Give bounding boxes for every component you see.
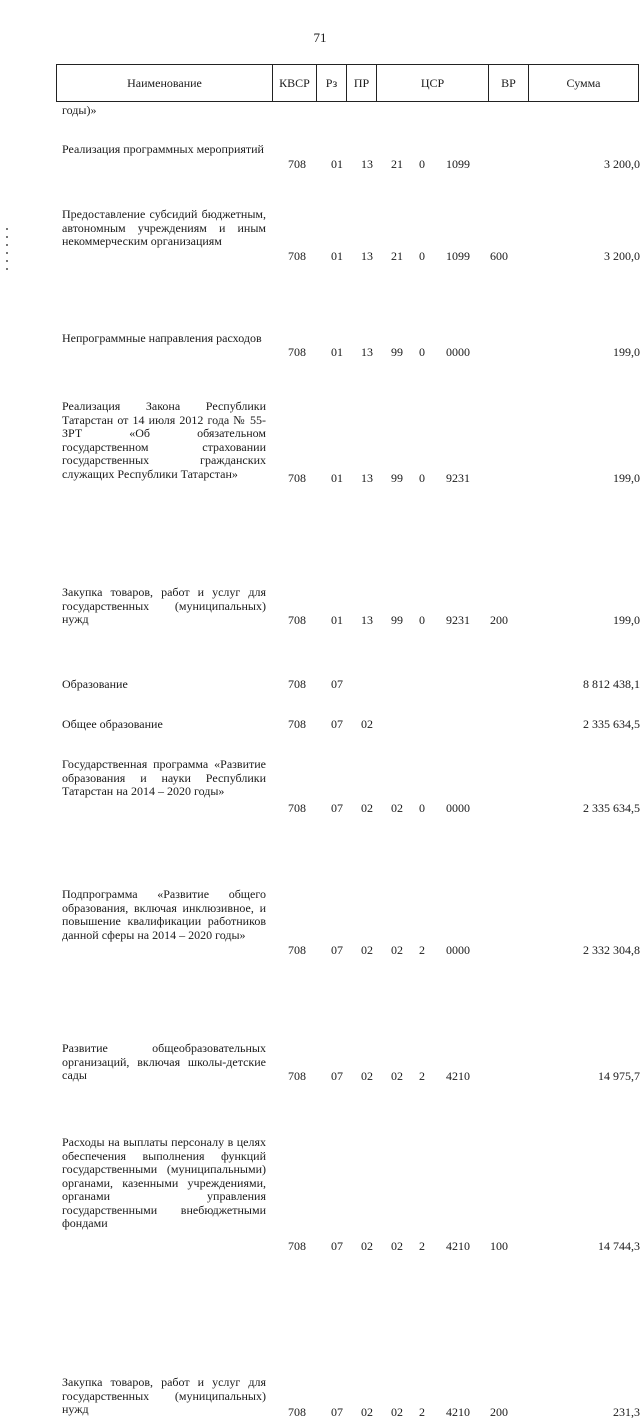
row-sum: 199,0: [613, 471, 640, 485]
row-sum: 3 200,0: [604, 157, 640, 171]
row-csr-direction: 4210: [446, 1405, 470, 1419]
header-rz: Рз: [317, 65, 347, 102]
row-csr-program: 99: [391, 345, 403, 359]
row-name: Реализация программных мероприятий: [62, 142, 264, 156]
row-rz: 01: [331, 345, 343, 359]
row-rz: 07: [331, 677, 343, 691]
row-name: Реализация Закона Республики Татарстан от 14 июля 2012 года № 55-ЗРТ «Об обязательном государственном страховании государственных гражданских служащих Республики Татарстан»: [62, 399, 266, 481]
table-body: [0, 102, 640, 1419]
table-row: [0, 1040, 640, 1086]
row-csr-program: 21: [391, 157, 403, 171]
row-rz: 01: [331, 249, 343, 263]
row-pr: 02: [361, 801, 373, 815]
row-name: Непрограммные направления расходов: [62, 331, 262, 345]
row-csr-direction: 9231: [446, 471, 470, 485]
row-rz: 07: [331, 943, 343, 957]
row-csr-subprogram: 0: [419, 801, 425, 815]
row-sum: 8 812 438,1: [583, 677, 640, 691]
row-kvsr: 708: [288, 677, 306, 691]
header-kvsr: КВСР: [273, 65, 317, 102]
row-rz: 01: [331, 471, 343, 485]
row-csr-direction: 9231: [446, 613, 470, 627]
row-name: Подпрограмма «Развитие общего образования, включая инклюзивное, и повышение квалификации работников данной сферы на 2014 – 2020 годы»: [62, 887, 266, 942]
row-sum: 2 335 634,5: [583, 717, 640, 731]
table-row: [0, 398, 640, 488]
row-kvsr: 708: [288, 613, 306, 627]
row-csr-subprogram: 0: [419, 471, 425, 485]
row-csr-program: 99: [391, 471, 403, 485]
row-name: Расходы на выплаты персоналу в целях обеспечения выполнения функций государственными (муниципальными) органами, казенными учреждениями, органами управления государственными внебюджетными фондами: [62, 1135, 266, 1230]
row-name: Государственная программа «Развитие образования и науки Республики Татарстан на 2014 – 2020 годы»: [62, 757, 266, 798]
table-row: [0, 718, 640, 736]
row-name: Закупка товаров, работ и услуг для государственных (муниципальных) нужд: [62, 1375, 266, 1416]
row-name: Образование: [62, 677, 128, 691]
row-csr-subprogram: 2: [419, 1405, 425, 1419]
row-csr-subprogram: 0: [419, 249, 425, 263]
row-rz: 07: [331, 717, 343, 731]
row-sum: 2 335 634,5: [583, 801, 640, 815]
row-pr: 13: [361, 471, 373, 485]
row-vr: 600: [490, 249, 508, 263]
row-csr-direction: 0000: [446, 345, 470, 359]
row-vr: 200: [490, 613, 508, 627]
row-pr: 13: [361, 613, 373, 627]
table-row: [0, 1376, 640, 1422]
row-rz: 07: [331, 1069, 343, 1083]
row-sum: 199,0: [613, 613, 640, 627]
row-rz: 01: [331, 613, 343, 627]
row-kvsr: 708: [288, 157, 306, 171]
row-vr: 100: [490, 1239, 508, 1253]
row-pr: 02: [361, 1239, 373, 1253]
row-csr-subprogram: 2: [419, 943, 425, 957]
row-kvsr: 708: [288, 717, 306, 731]
table-row: [0, 142, 640, 172]
row-name: Общее образование: [62, 717, 163, 731]
row-kvsr: 708: [288, 801, 306, 815]
table-row: [0, 756, 640, 818]
row-csr-program: 02: [391, 1239, 403, 1253]
row-kvsr: 708: [288, 1239, 306, 1253]
row-csr-program: 02: [391, 1069, 403, 1083]
row-sum: 3 200,0: [604, 249, 640, 263]
row-csr-program: 02: [391, 801, 403, 815]
row-csr-program: 02: [391, 1405, 403, 1419]
row-csr-direction: 4210: [446, 1239, 470, 1253]
row-sum: 14 744,3: [598, 1239, 640, 1253]
row-rz: 07: [331, 1405, 343, 1419]
header-csr: ЦСР: [377, 65, 489, 102]
row-sum: 231,3: [613, 1405, 640, 1419]
scan-artifact-marks: [6, 228, 9, 276]
row-csr-program: 21: [391, 249, 403, 263]
row-csr-direction: 0000: [446, 943, 470, 957]
table-header: [56, 64, 639, 102]
row-csr-program: 02: [391, 943, 403, 957]
row-csr-subprogram: 0: [419, 157, 425, 171]
row-csr-subprogram: 2: [419, 1239, 425, 1253]
table-row: [0, 584, 640, 628]
row-pr: 13: [361, 157, 373, 171]
row-kvsr: 708: [288, 1069, 306, 1083]
row-pr: 02: [361, 1405, 373, 1419]
row-csr-subprogram: 2: [419, 1069, 425, 1083]
table-row: [0, 1136, 640, 1252]
row-kvsr: 708: [288, 249, 306, 263]
header-pr: ПР: [347, 65, 377, 102]
table-row: [0, 678, 640, 696]
row-csr-direction: 1099: [446, 249, 470, 263]
page-number: 71: [313, 30, 327, 45]
table-row: [0, 206, 640, 264]
row-sum: 2 332 304,8: [583, 943, 640, 957]
row-sum: 14 975,7: [598, 1069, 640, 1083]
row-kvsr: 708: [288, 1405, 306, 1419]
row-rz: 01: [331, 157, 343, 171]
row-rz: 07: [331, 1239, 343, 1253]
row-name: Предоставление субсидий бюджетным, автономным учреждениям и иным некоммерческим организациям: [62, 207, 266, 248]
row-name: Развитие общеобразовательных организаций, включая школы-детские сады: [62, 1041, 266, 1082]
row-csr-subprogram: 0: [419, 613, 425, 627]
row-rz: 07: [331, 801, 343, 815]
row-kvsr: 708: [288, 471, 306, 485]
row-pr: 02: [361, 717, 373, 731]
continuation-row: [0, 104, 640, 122]
header-sum: Сумма: [529, 65, 639, 102]
row-pr: 13: [361, 249, 373, 263]
row-sum: 199,0: [613, 345, 640, 359]
row-csr-direction: 1099: [446, 157, 470, 171]
table-row: [0, 330, 640, 360]
row-kvsr: 708: [288, 345, 306, 359]
row-csr-program: 99: [391, 613, 403, 627]
row-pr: 02: [361, 1069, 373, 1083]
continuation-text: годы)»: [62, 103, 97, 117]
row-vr: 200: [490, 1405, 508, 1419]
row-csr-direction: 4210: [446, 1069, 470, 1083]
row-pr: 02: [361, 943, 373, 957]
table-row: [0, 886, 640, 960]
header-vr: ВР: [489, 65, 529, 102]
header-name: Наименование: [57, 65, 273, 102]
row-csr-direction: 0000: [446, 801, 470, 815]
row-csr-subprogram: 0: [419, 345, 425, 359]
row-name: Закупка товаров, работ и услуг для государственных (муниципальных) нужд: [62, 585, 266, 626]
row-pr: 13: [361, 345, 373, 359]
row-kvsr: 708: [288, 943, 306, 957]
